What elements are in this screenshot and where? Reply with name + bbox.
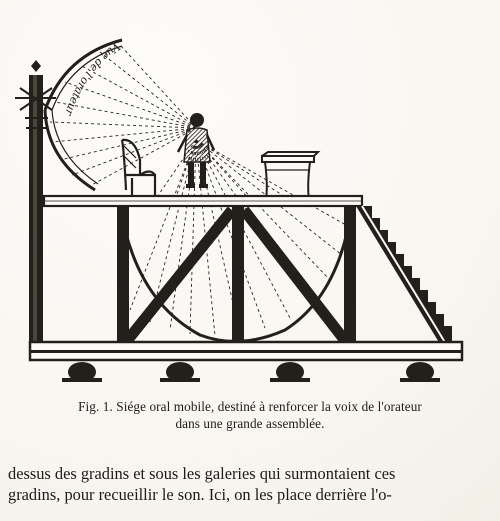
staircase — [356, 206, 452, 344]
table — [262, 152, 318, 200]
sound-reflector — [45, 40, 123, 190]
chair — [122, 140, 155, 196]
body-text-line-1: dessus des gradins et sous les galeries qui surmontaient ces — [8, 464, 396, 483]
supports — [117, 206, 356, 342]
reflector-banner-text: Vue de l'orateur — [62, 39, 123, 118]
platform — [44, 196, 362, 206]
mast — [15, 60, 56, 355]
figure-caption-line-2: dans une grande assemblée. — [175, 416, 325, 431]
body-text-line-2: gradins, pour recueillir le son. Ici, on les place derrière l'o- — [8, 485, 392, 504]
figure-caption-line-1: Fig. 1. Siége oral mobile, destiné à renforcer la voix de l'orateur — [78, 399, 422, 414]
base-beam — [30, 342, 462, 360]
wheels — [62, 362, 440, 382]
